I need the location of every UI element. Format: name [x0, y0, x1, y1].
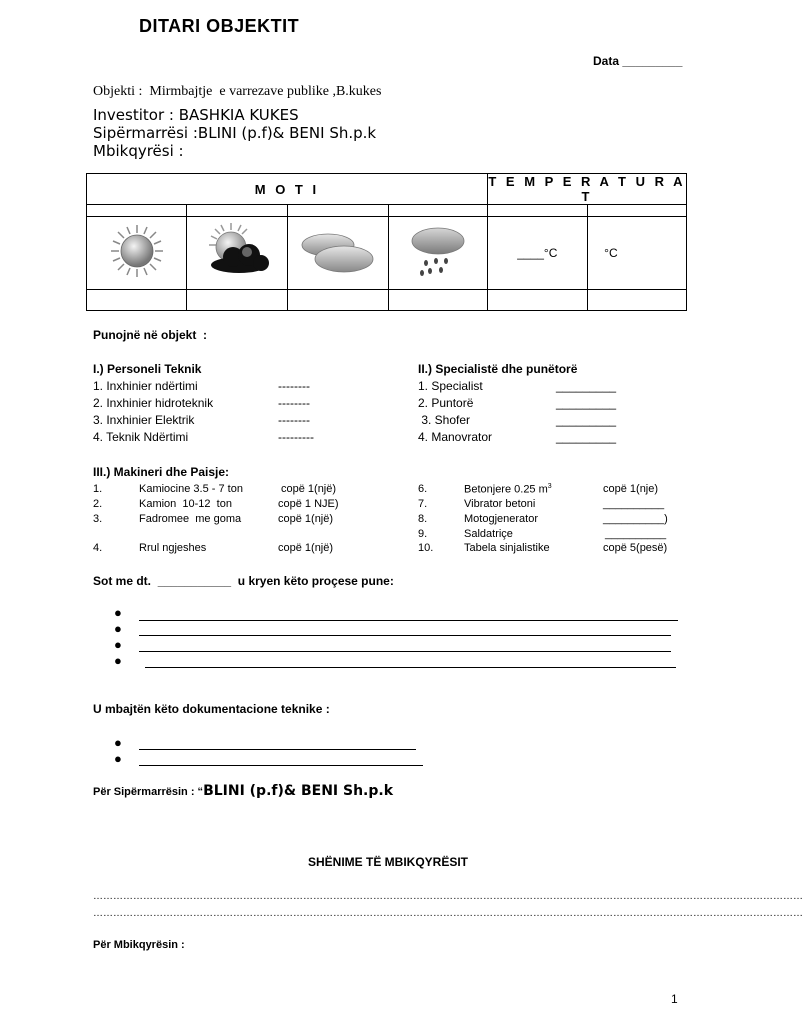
process-line[interactable]	[139, 620, 678, 621]
machine-number: 1.	[93, 483, 103, 495]
temperature-unit: °C	[604, 246, 618, 260]
personnel-item-value: --------	[278, 396, 310, 410]
weather-cell-rain[interactable]	[388, 217, 487, 290]
machine-number: 2.	[93, 498, 103, 510]
machine-quantity: __________	[605, 528, 667, 540]
personnel-item-label: 2. Inxhinier hidroteknik	[93, 396, 214, 410]
machine-name: Kamion 10-12 ton	[139, 498, 232, 510]
specialist-item-value: _________	[556, 396, 617, 410]
documentation-line[interactable]	[139, 749, 416, 750]
machine-name	[464, 483, 552, 496]
machine-quantity: copë 1 NJE)	[278, 498, 339, 510]
supervisor-line: Mbikqyrësi :	[93, 142, 184, 160]
specialist-item-label: 2. Puntorë	[418, 396, 474, 410]
processes-label-after: u kryen këto proçese pune:	[237, 574, 394, 588]
process-line[interactable]	[139, 635, 671, 636]
bullet-icon: ●	[114, 751, 122, 766]
personnel-item-value: ---------	[278, 430, 314, 444]
weather-cell-cloudy[interactable]	[287, 217, 388, 290]
processes-date-blank[interactable]: ___________	[157, 574, 232, 588]
notes-line[interactable]: ……………………………………………………………………………………………………………………………………………………………………………………………	[93, 908, 803, 919]
notes-line[interactable]: ……………………………………………………………………………………………………………………………………………………………………………………………	[93, 891, 803, 902]
personnel-item-label: 4. Teknik Ndërtimi	[93, 430, 189, 444]
contractor-signature-label: Për Sipërmarrësin : “	[93, 786, 204, 798]
machine-number: 3.	[93, 513, 103, 525]
weather-table	[86, 173, 687, 311]
machine-quantity: __________	[603, 498, 665, 510]
personnel-item-value: --------	[278, 379, 310, 393]
partly-cloudy-icon	[197, 221, 277, 281]
process-line[interactable]	[145, 667, 676, 668]
temperature-header: T E M P E R A T U R A T	[488, 174, 686, 204]
documentation-label: U mbajtën këto dokumentacione teknike :	[93, 702, 330, 716]
machine-name: Rrul ngjeshes	[139, 542, 207, 554]
rain-icon	[408, 223, 468, 279]
sunny-icon	[107, 221, 167, 281]
machine-number: 10.	[418, 542, 434, 554]
object-line: Objekti : Mirmbajtje e varrezave publike ,B.kukes	[93, 84, 382, 99]
bullet-icon: ●	[114, 621, 122, 636]
processes-line	[93, 574, 394, 588]
machine-number: 9.	[418, 528, 428, 540]
temperature-max[interactable]	[587, 217, 686, 290]
machinery-heading: III.) Makineri dhe Paisje:	[93, 465, 230, 479]
machine-name: Saldatriçe	[464, 528, 513, 540]
contractor-signature	[93, 782, 393, 800]
specialist-item-value: _________	[556, 413, 617, 427]
specialist-item-value: _________	[556, 430, 617, 444]
documentation-line[interactable]	[139, 765, 423, 766]
specialist-item-label: 4. Manovrator	[418, 430, 493, 444]
machine-name: Tabela sinjalistike	[464, 542, 550, 554]
bullet-icon: ●	[114, 637, 122, 652]
page-title: DITARI OBJEKTIT	[139, 16, 300, 36]
bullet-icon: ●	[114, 605, 122, 620]
machine-quantity: copë 1(një)	[278, 542, 334, 554]
temperature-min[interactable]: ____°C	[487, 217, 587, 290]
date-field: Data _________	[593, 54, 683, 68]
machine-number: 8.	[418, 513, 428, 525]
processes-label: Sot me dt.	[93, 574, 152, 588]
machine-number: 4.	[93, 542, 103, 554]
personnel-heading: I.) Personeli Teknik	[93, 362, 202, 376]
machine-quantity: __________)	[603, 513, 668, 525]
machine-quantity: copë 1(një)	[278, 513, 334, 525]
specialist-item-label: 3. Shofer	[418, 413, 471, 427]
machine-name: Fadromee me goma	[139, 513, 242, 525]
machine-name: Vibrator betoni	[464, 498, 536, 510]
contractor-line: Sipërmarrësi :BLINI (p.f)& BENI Sh.p.k	[93, 124, 377, 142]
bullet-icon: ●	[114, 653, 122, 668]
cloudy-icon	[298, 223, 378, 279]
page-number: 1	[671, 992, 678, 1006]
superscript: 3	[547, 483, 552, 490]
work-intro: Punojnë në objekt :	[93, 328, 208, 342]
machine-quantity: copë 5(pesë)	[603, 542, 668, 554]
personnel-item-value: --------	[278, 413, 310, 427]
contractor-name: BLINI (p.f)& BENI Sh.p.k	[203, 783, 394, 799]
machine-number: 6.	[418, 483, 428, 495]
weather-cell-sunny[interactable]	[87, 217, 187, 290]
machine-quantity: copë 1(nje)	[603, 483, 659, 495]
specialist-item-label: 1. Specialist	[418, 379, 483, 393]
personnel-item-label: 1. Inxhinier ndërtimi	[93, 379, 198, 393]
weather-cell-partly-cloudy[interactable]	[187, 217, 288, 290]
notes-heading: SHËNIME TË MBIKQYRËSIT	[308, 855, 469, 869]
machine-quantity: copë 1(një)	[281, 483, 337, 495]
machine-number: 7.	[418, 498, 428, 510]
personnel-item-label: 3. Inxhinier Elektrik	[93, 413, 195, 427]
bullet-icon: ●	[114, 735, 122, 750]
machine-name: Motogjenerator	[464, 513, 538, 525]
machine-name: Kamiocine 3.5 - 7 ton	[139, 483, 243, 495]
supervisor-signature-label: Për Mbikqyrësin :	[93, 939, 185, 951]
specialist-item-value: _________	[556, 379, 617, 393]
machine-name-text: Betonjere 0.25 m	[464, 483, 548, 496]
specialists-heading: II.) Specialistë dhe punëtorë	[418, 362, 578, 376]
weather-header: M O T I	[87, 174, 488, 205]
investor-line: Investitor : BASHKIA KUKES	[93, 106, 299, 124]
process-line[interactable]	[139, 651, 671, 652]
